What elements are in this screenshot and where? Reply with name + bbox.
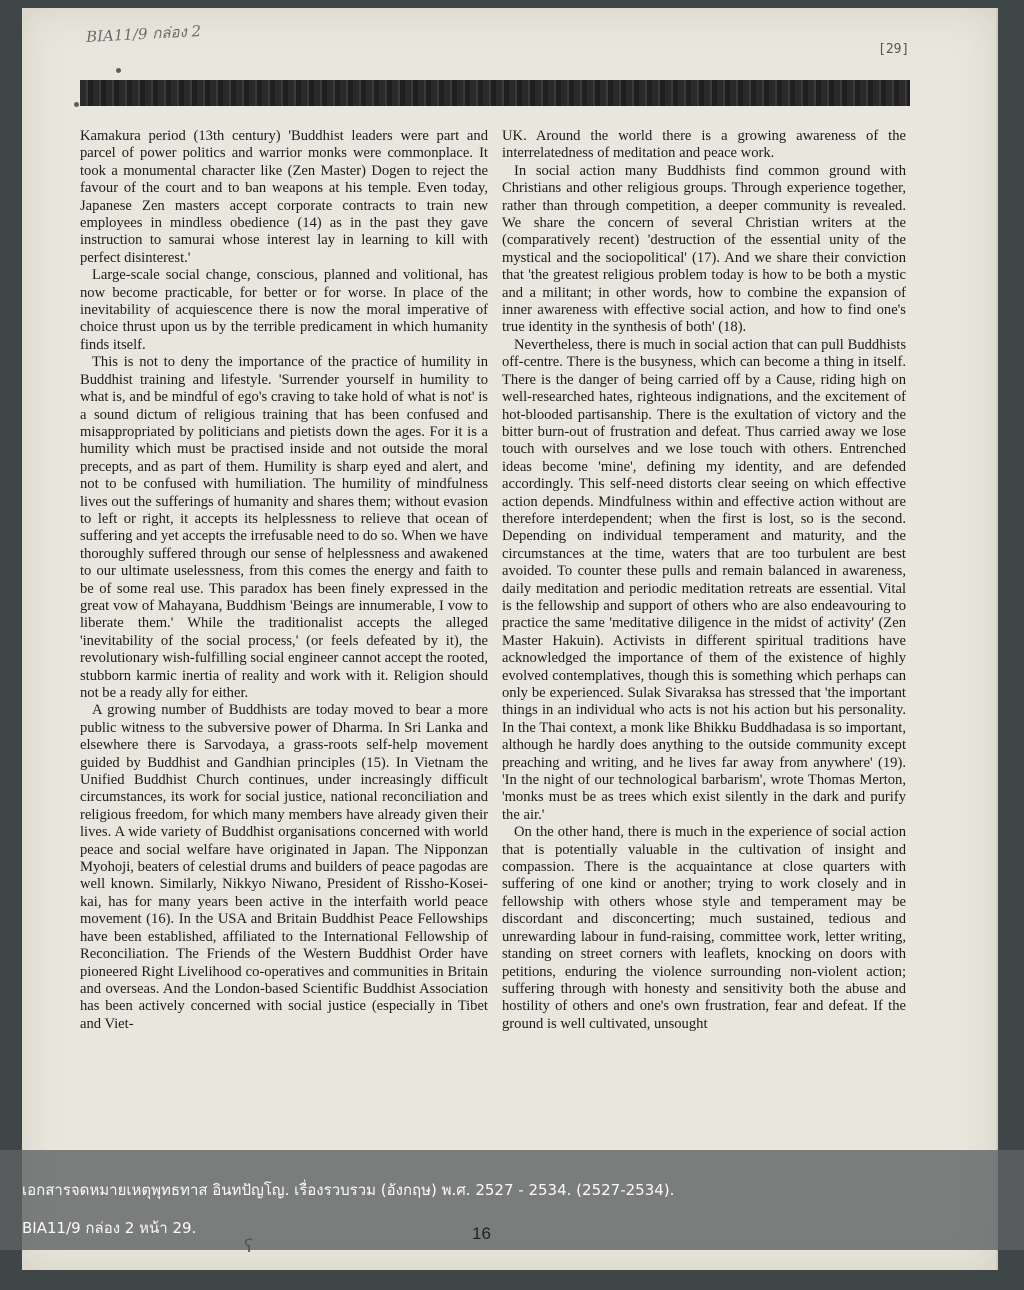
header-bar [80, 80, 910, 106]
caption-citation: เอกสารจดหมายเหตุพุทธทาส อินทปัญโญ. เรื่องรวบรวม (อังกฤษ) พ.ศ. 2527 - 2534. (2527-2534). [22, 1181, 675, 1199]
left-column [80, 128, 488, 1033]
right-column [502, 128, 906, 1033]
paragraph: In social action many Buddhists find common ground with Christians and other religious groups. Through experience together, rather than through competition, a deeper community is revealed. We share the concern of several Christian writers at the (comparatively recent) 'destruction of the essential unity of the mystical and the sociopolitical' (17). And we share their conviction that 'the greatest religious problem today is how to be both a mystic and a militant; in other words, how to combine the expansion of inner awareness with effective social action, and how to find one's true identity in the synthesis of both' (18). [502, 162, 906, 336]
ink-speck [74, 102, 79, 107]
handwritten-archive-ref: BIA11/9 กล่อง 2 [85, 21, 202, 47]
paragraph: Large-scale social change, conscious, planned and volitional, has now become practicable, for better or for worse. In place of the inevitability of acquiescence there is now the moral imperative of choice thrust upon us by the terrible predicament in which humanity finds itself. [80, 267, 488, 353]
margin-mark: ʕ [244, 1236, 254, 1257]
ink-speck [116, 68, 121, 73]
paragraph: This is not to deny the importance of the practice of humility in Buddhist training and lifestyle. 'Surrender yourself in humility to what is, and be mindful of ego's craving to take hold of what is not' is a sound dictum of religious training that has been confused and misappropriated by politicians and pietists down the ages. For it is a humility which must be practised inside and not outside the moral precepts, and as part of them. Humility is sharp eyed and alert, and not to be confused with humiliation. The humility of mindfulness lives out the sufferings of humanity and shares them; without evasion to left or right, it accepts its helplessness to relieve that ocean of suffering and yet accepts the irrefusable need to do so. When we have thoroughly suffered through our sense of helplessness and awakened to our ultimate uselessness, from this comes the energy and faith to be of some real use. This paradox has been finely expressed in the great vow of Mahayana, Buddhism 'Beings are innumerable, I vow to liberate them.' While the traditionalist accepts the alleged 'inevitability of the social process,' (or feels defeated by it), the revolutionary wish-fulfilling social engineer cannot accept the rooted, stubborn karmic inertia of reality and work with it. Religion should not be a ready ally for either. [80, 354, 488, 701]
paragraph: A growing number of Buddhists are today moved to bear a more public witness to the subversive power of Dharma. In Sri Lanka and elsewhere there is Sarvodaya, a grass-roots self-help movement guided by Buddhist and Gandhian principles (15). In Vietnam the Unified Buddhist Church continues, under increasingly difficult circumstances, its work for social justice, national reconciliation and religious freedom, for which many members have already given their lives. A wide variety of Buddhist organisations concerned with world peace and social welfare have originated in Japan. The Nipponzan Myohoji, beaters of celestial drums and builders of peace pagodas are well known. Similarly, Nikkyo Niwano, President of Rissho-Kosei-kai, has for many years been active in the interfaith world peace movement (16). In the USA and Britain Buddhist Peace Fellowships have been established, affiliated to the International Fellowship of Reconciliation. The Friends of the Western Buddhist Order have pioneered Right Livelihood co-operatives and communities in Britain and overseas. And the London-based Scientific Buddhist Association has been actively concerned with social justice (especially in Tibet and Viet- [80, 702, 488, 1032]
paragraph: UK. Around the world there is a growing awareness of the interrelatedness of meditation and peace work. [502, 128, 906, 162]
paragraph: On the other hand, there is much in the experience of social action that is potentially valuable in the cultivation of insight and compassion. There is the acquaintance at close quarters with suffering of one kind or another; trying to work closely and in fellowship with others whose style and temperament may be discordant and disconcerting; much sustained, tedious and unrewarding labour in fund-raising, committee work, letter writing, standing on street corners with leaflets, knocking on doors with petitions, enduring the violence surrounding non-violent action; suffering through with honesty and sensitivity both the abuse and hostility of others and one's own frustration, fear and defeat. If the ground is well cultivated, unsought [502, 824, 906, 1032]
caption-location: BIA11/9 กล่อง 2 หน้า 29. [22, 1219, 197, 1237]
page-number: 16 [472, 1224, 491, 1243]
paragraph: Nevertheless, there is much in social action that can pull Buddhists off-centre. There is the busyness, which can become a thing in itself. There is the danger of being carried off by a Cause, riding high on well-researched hates, righteous indignations, and the excitement of hot-blooded partisanship. There is the exultation of victory and the bitter burn-out of frustration and defeat. Thus carried away we lose touch with ourselves and we lose touch with others. Entrenched ideas become 'mine', defining my identity, and are defended accordingly. This self-need distorts clear seeing on which effective action depends. Mindfulness within and effective action without are therefore interdependent; when the first is lost, so is the second. Depending on individual temperament and maturity, and the circumstances at the time, waters that are too turbulent are best avoided. To counter these pulls and remain balanced in awareness, daily meditation and periodic meditation retreats are essential. Vital is the fellowship and support of others who are also endeavouring to practice the same 'meditative diligence in the midst of activity' (Zen Master Hakuin). Activists in different spiritual traditions have acknowledged the importance of them of the existence of highly evolved contemplatives, though this is something which perhaps can only be experienced. Sulak Sivaraksa has stressed that 'the important things in an individual who acts is not his action but his personality. In the Thai context, a monk like Bhikku Buddhadasa is so important, although he hardly does anything to the outside community except preaching and writing, and he lives far away from anywhere' (19). 'In the night of our technological barbarism', wrote Thomas Merton, 'monks must be as trees which exist silently in the dark and purify the air.' [502, 336, 906, 823]
archive-page-ref: [29] [878, 42, 910, 57]
paragraph: Kamakura period (13th century) 'Buddhist leaders were part and parcel of power politics and warrior monks were commonplace. It took a monumental character like (Zen Master) Dogen to reject the favour of the court and to ban weapons at his temple. Even today, Japanese Zen masters accept corporate contracts to train new employees in mindless obedience (14) as in the past they gave instruction to samurai whose interest lay in learning to kill with perfect disinterest.' [80, 128, 488, 266]
